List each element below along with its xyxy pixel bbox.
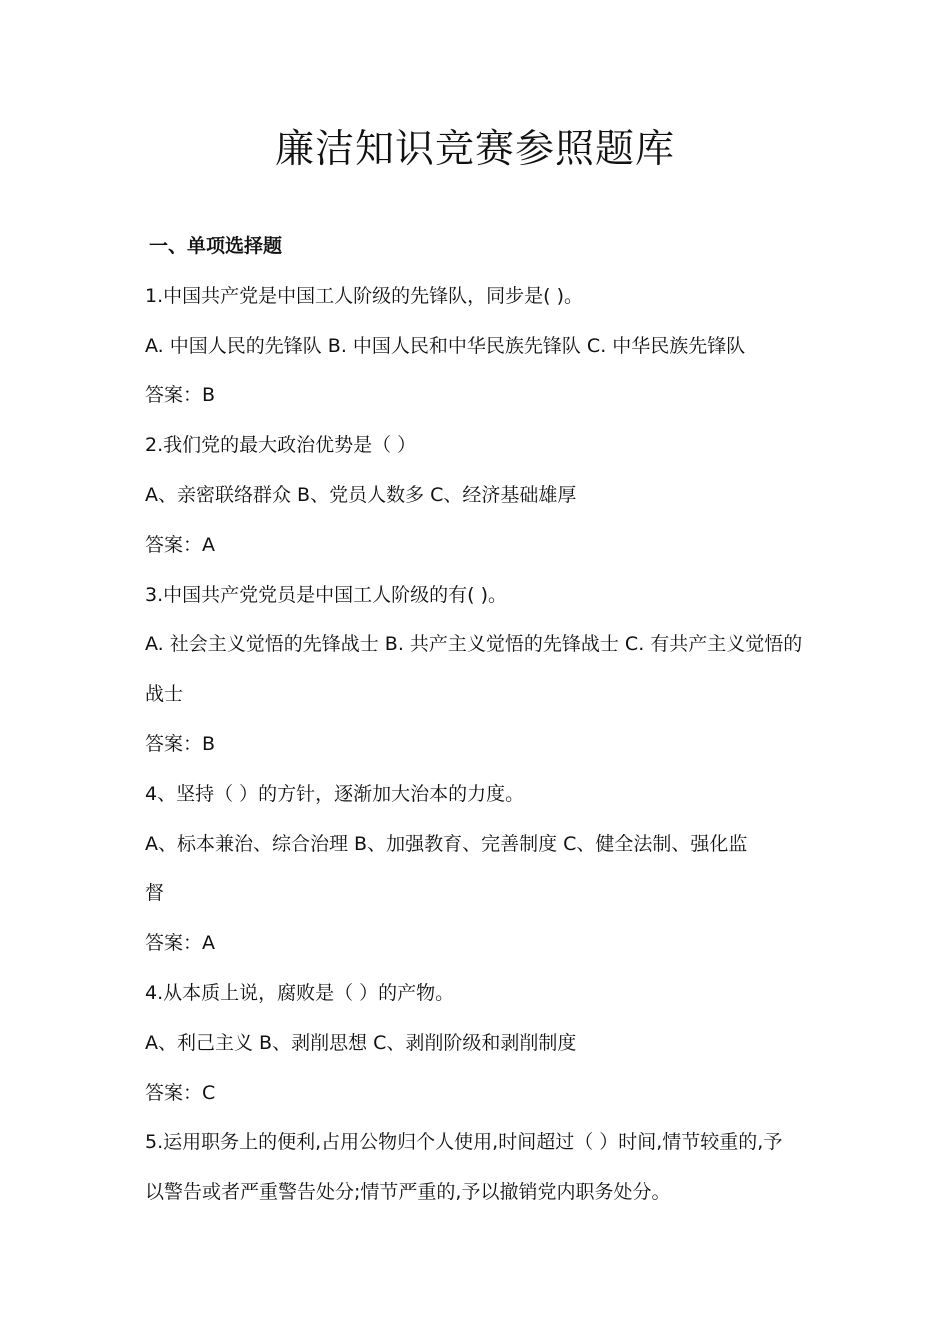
question-4b-text: 4.从本质上说，腐败是（ ）的产物。 xyxy=(145,981,455,1004)
question-4-options-continued: 督 xyxy=(145,882,165,905)
question-3-options-continued: 战士 xyxy=(145,683,184,706)
question-1-answer: 答案：B xyxy=(145,384,216,407)
question-4-options: A、标本兼治、综合治理 B、加强教育、完善制度 C、健全法制、强化监 xyxy=(145,832,748,855)
question-2-text: 2.我们党的最大政治优势是（ ） xyxy=(145,434,417,457)
question-3-text: 3.中国共产党党员是中国工人阶级的有( )。 xyxy=(145,583,507,606)
question-4b-options: A、利己主义 B、剥削思想 C、剥削阶级和剥削制度 xyxy=(145,1031,577,1054)
question-3-options: A. 社会主义觉悟的先锋战士 B. 共产主义觉悟的先锋战士 C. 有共产主义觉悟的 xyxy=(145,633,803,656)
section-heading: 一、单项选择题 xyxy=(149,235,283,257)
question-5-text-continued: 以警告或者严重警告处分;情节严重的,予以撤销党内职务处分。 xyxy=(145,1181,671,1204)
question-4b-answer: 答案：C xyxy=(145,1081,216,1104)
question-2-options: A、亲密联络群众 B、党员人数多 C、经济基础雄厚 xyxy=(145,483,577,506)
question-4-text: 4、坚持（ ）的方针，逐渐加大治本的力度。 xyxy=(145,782,525,805)
question-3-answer: 答案：B xyxy=(145,732,216,755)
question-1-options: A. 中国人民的先锋队 B. 中国人民和中华民族先锋队 C. 中华民族先锋队 xyxy=(145,334,746,357)
document-title: 廉洁知识竞赛参照题库 xyxy=(274,127,675,172)
question-4-answer: 答案：A xyxy=(145,932,215,955)
question-1-text: 1.中国共产党是中国工人阶级的先锋队，同步是( )。 xyxy=(145,284,583,307)
question-2-answer: 答案：A xyxy=(145,533,215,556)
question-5-text: 5.运用职务上的便利,占用公物归个人使用,时间超过（ ）时间,情节较重的,予 xyxy=(145,1131,783,1154)
document-body xyxy=(145,222,810,1218)
